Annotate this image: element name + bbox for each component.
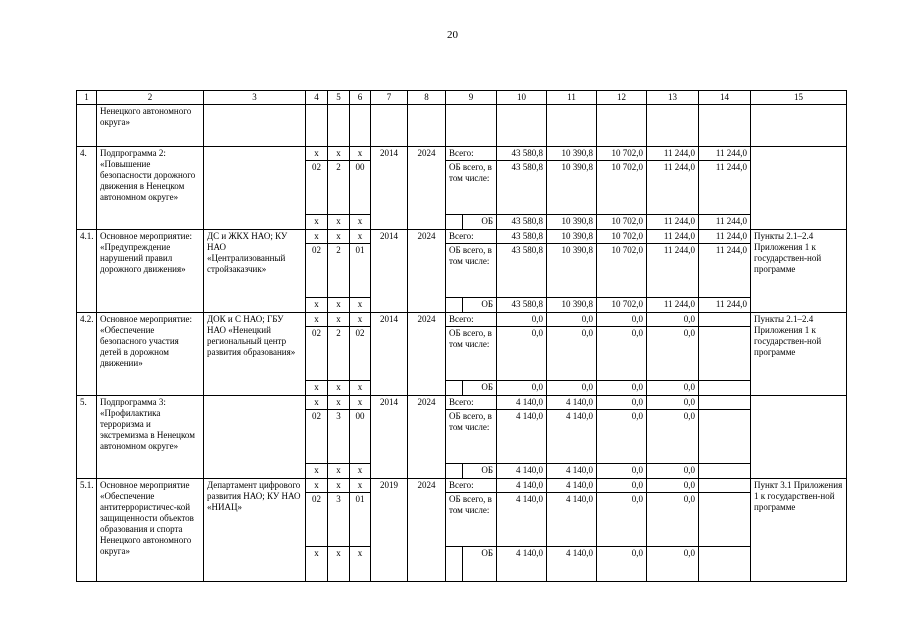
cell-start-year: 2014 [371,147,408,230]
cell-value-10: 4 140,0 [497,493,547,547]
cell-value-10: 43 580,8 [497,244,547,298]
cell-value-11: 10 390,8 [547,215,597,230]
cell-code-4: 02 [306,244,328,298]
cell-value-14: 11 244,0 [699,244,751,298]
cell-value-12: 0,0 [597,479,647,493]
cell-value-13: 11 244,0 [647,244,699,298]
cell-funding-label: ОБ [463,298,497,313]
header-row [77,91,847,105]
cell-code-5: х [328,547,350,582]
cell-code-4: х [306,313,328,327]
cell-code-4: х [306,464,328,479]
cell-blank [446,381,463,396]
cell-value-13: 11 244,0 [647,147,699,161]
cell-end-year: 2024 [408,147,446,230]
table-row [77,313,847,327]
cell-num: 5.1. [77,479,97,582]
cell-value-10: 43 580,8 [497,215,547,230]
cell-value-14: 11 244,0 [699,298,751,313]
cell-value-10: 0,0 [497,327,547,381]
cell-value-10: 0,0 [497,313,547,327]
cell-value-14: 11 244,0 [699,161,751,215]
cell-value-12: 0,0 [597,493,647,547]
cell-executor: ДС и ЖКХ НАО; КУ НАО «Централизованный стройзаказчик» [204,230,306,313]
cell-funding-label: ОБ всего, в том числе: [446,327,497,381]
cell-code-4: х [306,298,328,313]
cell-value-11: 4 140,0 [547,479,597,493]
cell-value-13: 0,0 [647,547,699,582]
header-cell: 8 [408,91,446,105]
cell-value-12: 0,0 [597,464,647,479]
header-cell: 5 [328,91,350,105]
cell-value-14 [699,381,751,396]
cell-note [751,396,847,479]
cell-code-4: х [306,547,328,582]
cell-value-11: 0,0 [547,327,597,381]
cell-blank [446,215,463,230]
cell-code-6: х [350,313,371,327]
cell-code-4: 02 [306,327,328,381]
cell-value-14: 11 244,0 [699,230,751,244]
cell-note: Пункты 2.1–2.4 Приложения 1 к государствен-ной программе [751,313,847,396]
cell-funding-label: ОБ [463,464,497,479]
cell-value-10: 4 140,0 [497,479,547,493]
cell-value-10: 0,0 [497,381,547,396]
cell-value-13: 0,0 [647,493,699,547]
cell-funding-label: ОБ [463,547,497,582]
cell-value-10: 4 140,0 [497,396,547,410]
cell-num: 4.1. [77,230,97,313]
cell-blank [446,547,463,582]
cell-code-6: х [350,464,371,479]
cell-value-11: 0,0 [547,381,597,396]
cell-blank [446,298,463,313]
cell-code-6: х [350,396,371,410]
cell-code-5: х [328,396,350,410]
cell-value-10: 43 580,8 [497,147,547,161]
cell-funding-label: Всего: [446,147,497,161]
header-cell: 14 [699,91,751,105]
cell-code-6: х [350,230,371,244]
cell-funding-label: Всего: [446,479,497,493]
cell-code-5: х [328,215,350,230]
cell-value-12: 0,0 [597,381,647,396]
cell-value-11: 10 390,8 [547,298,597,313]
cell-value-12: 10 702,0 [597,161,647,215]
cell-code-5: х [328,298,350,313]
cell-name: Подпрограмма 2: «Повышение безопасности дорожного движения в Ненецком автономном округе» [97,147,204,230]
cell-value-12: 10 702,0 [597,147,647,161]
cell-value-12: 10 702,0 [597,298,647,313]
cell-code-4: х [306,147,328,161]
cell-value-14 [699,479,751,493]
cell-num [77,105,97,147]
continuation-row [77,105,847,147]
cell-value-14 [699,327,751,381]
cell-code-5: 2 [328,244,350,298]
cell-value-10: 4 140,0 [497,547,547,582]
cell-value-13: 0,0 [647,464,699,479]
cell-value-12: 0,0 [597,327,647,381]
header-cell: 6 [350,91,371,105]
cell-num: 4. [77,147,97,230]
cell-executor: Департамент цифрового развития НАО; КУ НАО «НИАЦ» [204,479,306,582]
cell-funding-label: ОБ [463,215,497,230]
cell-start-year: 2014 [371,396,408,479]
cell-value-12: 10 702,0 [597,215,647,230]
cell-value-12: 0,0 [597,396,647,410]
cell-value-11: 10 390,8 [547,147,597,161]
cell-code-4: 02 [306,493,328,547]
cell-code-4: х [306,479,328,493]
cell-funding-label: Всего: [446,230,497,244]
cell-start-year: 2014 [371,313,408,396]
cell-value-13: 11 244,0 [647,230,699,244]
cell-code-6: х [350,547,371,582]
cell-value-13: 0,0 [647,410,699,464]
header-cell: 2 [97,91,204,105]
cell-code-6: 02 [350,327,371,381]
cell-code-6: 00 [350,161,371,215]
cell-value-12: 10 702,0 [597,244,647,298]
header-cell: 12 [597,91,647,105]
table-row [77,147,847,161]
cell-value-12: 0,0 [597,547,647,582]
cell-note: Пункт 3.1 Приложения 1 к государствен-ной программе [751,479,847,582]
cell-code-4: 02 [306,161,328,215]
header-cell: 13 [647,91,699,105]
cell-value-12: 10 702,0 [597,230,647,244]
cell-code-5: х [328,464,350,479]
cell-code-6: 00 [350,410,371,464]
cell-start-year: 2019 [371,479,408,582]
cell-code-5: х [328,313,350,327]
cell-end-year: 2024 [408,230,446,313]
cell-code-5: 2 [328,327,350,381]
budget-table [76,90,847,582]
cell-code-6: х [350,215,371,230]
cell-value-11: 4 140,0 [547,396,597,410]
cell-value-11: 4 140,0 [547,547,597,582]
cell-value-10: 4 140,0 [497,464,547,479]
cell-note: Пункты 2.1–2.4 Приложения 1 к государствен-ной программе [751,230,847,313]
cell-code-5: 2 [328,161,350,215]
cell-code-6: 01 [350,493,371,547]
cell-code-5: 3 [328,493,350,547]
page-number: 20 [447,29,458,41]
cell-code-6: х [350,479,371,493]
cell-value-10: 4 140,0 [497,410,547,464]
cell-value-13: 0,0 [647,381,699,396]
cell-value-11: 4 140,0 [547,410,597,464]
header-cell: 3 [204,91,306,105]
cell-code-6: 01 [350,244,371,298]
cell-code-5: 3 [328,410,350,464]
cell-value-13: 0,0 [647,327,699,381]
header-cell: 11 [547,91,597,105]
table-row [77,230,847,244]
cell-value-14: 11 244,0 [699,215,751,230]
cell-code-4: х [306,230,328,244]
cell-funding-label: ОБ всего, в том числе: [446,410,497,464]
cell-code-5: х [328,479,350,493]
cell-funding-label: Всего: [446,396,497,410]
header-cell: 4 [306,91,328,105]
cell-value-14 [699,313,751,327]
cell-value-12: 0,0 [597,313,647,327]
cell-value-13: 0,0 [647,396,699,410]
cell-start-year: 2014 [371,230,408,313]
cell-code-4: х [306,215,328,230]
table-row [77,396,847,410]
cell-value-11: 10 390,8 [547,230,597,244]
cell-value-14 [699,396,751,410]
cell-num: 5. [77,396,97,479]
cell-code-5: х [328,230,350,244]
cell-value-14: 11 244,0 [699,147,751,161]
cell-value-11: 10 390,8 [547,161,597,215]
cell-end-year: 2024 [408,313,446,396]
cell-value-13: 11 244,0 [647,298,699,313]
cell-name: Ненецкого автономного округа» [97,105,204,147]
cell-code-6: х [350,298,371,313]
cell-value-13: 11 244,0 [647,161,699,215]
cell-code-4: 02 [306,410,328,464]
cell-value-10: 43 580,8 [497,230,547,244]
cell-value-14 [699,547,751,582]
cell-blank [446,464,463,479]
cell-funding-label: ОБ всего, в том числе: [446,161,497,215]
cell-code-6: х [350,381,371,396]
cell-funding-label: ОБ всего, в том числе: [446,493,497,547]
cell-executor: ДОК и С НАО; ГБУ НАО «Ненецкий региональный центр развития образования» [204,313,306,396]
cell-num: 4.2. [77,313,97,396]
header-cell: 9 [446,91,497,105]
cell-name: Основное мероприятие «Обеспечение антитеррористичес-кой защищенности объектов образования и спорта Ненецкого автономного округа» [97,479,204,582]
header-cell: 7 [371,91,408,105]
cell-funding-label: ОБ всего, в том числе: [446,244,497,298]
cell-name: Подпрограмма 3: «Профилактика терроризма и экстремизма в Ненецком автономном округе» [97,396,204,479]
cell-value-11: 4 140,0 [547,464,597,479]
cell-name: Основное мероприятие: «Предупреждение нарушений правил дорожного движения» [97,230,204,313]
cell-code-6: х [350,147,371,161]
cell-end-year: 2024 [408,396,446,479]
cell-note [751,147,847,230]
cell-value-13: 0,0 [647,479,699,493]
table-row [77,479,847,493]
cell-value-12: 0,0 [597,410,647,464]
cell-value-13: 0,0 [647,313,699,327]
cell-funding-label: ОБ [463,381,497,396]
cell-funding-label: Всего: [446,313,497,327]
cell-value-11: 4 140,0 [547,493,597,547]
cell-code-4: х [306,381,328,396]
cell-value-14 [699,464,751,479]
header-cell: 10 [497,91,547,105]
cell-value-10: 43 580,8 [497,298,547,313]
cell-code-4: х [306,396,328,410]
cell-code-5: х [328,147,350,161]
cell-code-5: х [328,381,350,396]
cell-name: Основное мероприятие: «Обеспечение безопасного участия детей в дорожном движении» [97,313,204,396]
header-cell: 15 [751,91,847,105]
cell-value-10: 43 580,8 [497,161,547,215]
cell-end-year: 2024 [408,479,446,582]
cell-value-14 [699,493,751,547]
cell-value-11: 0,0 [547,313,597,327]
cell-executor [204,396,306,479]
cell-value-11: 10 390,8 [547,244,597,298]
cell-executor [204,147,306,230]
cell-value-14 [699,410,751,464]
header-cell: 1 [77,91,97,105]
cell-value-13: 11 244,0 [647,215,699,230]
